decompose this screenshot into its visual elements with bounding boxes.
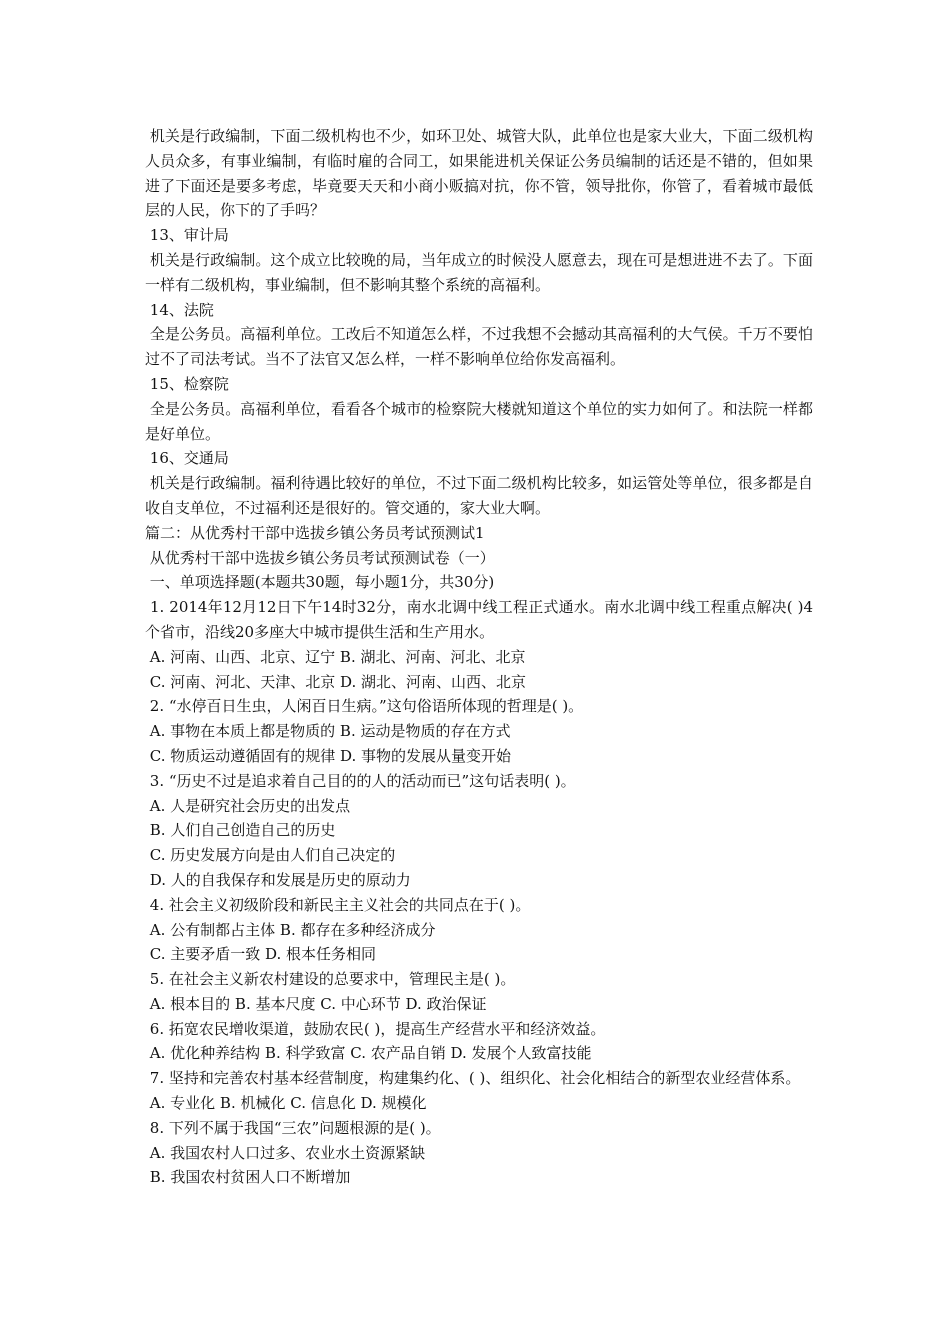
question-1: 1. 2014年12月12日下午14时32分，南水北调中线工程正式通水。南水北调中线工程重点解决( )4个省市，沿线20多座大中城市提供生活和生产用水。 xyxy=(145,598,813,641)
section-heading-single-choice: 一、单项选择题(本题共30题，每小题1分，共30分) xyxy=(145,573,495,592)
question-4-options-ab: A. 公有制都占主体 B. 都存在多种经济成分 xyxy=(145,920,436,939)
paragraph-procuratorate: 全是公务员。高福利单位，看看各个城市的检察院大楼就知道这个单位的实力如何了。和法院一样都是好单位。 xyxy=(145,399,813,443)
question-2: 2. “水停百日生虫，人闲百日生病。”这句俗语所体现的哲理是( )。 xyxy=(145,697,584,716)
question-1-options-cd: C. 河南、河北、天津、北京 D. 湖北、河南、山西、北京 xyxy=(145,672,527,691)
heading-court: 14、法院 xyxy=(145,300,214,319)
question-6-options: A. 优化种养结构 B. 科学致富 C. 农产品自销 D. 发展个人致富技能 xyxy=(145,1044,592,1063)
question-7: 7. 坚持和完善农村基本经营制度，构建集约化、( )、组织化、社会化相结合的新型农业经营体系。 xyxy=(145,1069,801,1088)
question-3-option-b: B. 人们自己创造自己的历史 xyxy=(145,821,336,840)
question-2-options-cd: C. 物质运动遵循固有的规律 D. 事物的发展从量变开始 xyxy=(145,746,512,765)
question-6: 6. 拓宽农民增收渠道，鼓励农民( )，提高生产经营水平和经济效益。 xyxy=(145,1019,606,1038)
question-1-options-ab: A. 河南、山西、北京、辽宁 B. 湖北、河南、河北、北京 xyxy=(145,647,526,666)
question-7-options: A. 专业化 B. 机械化 C. 信息化 D. 规模化 xyxy=(145,1094,427,1113)
question-4: 4. 社会主义初级阶段和新民主主义社会的共同点在于( )。 xyxy=(145,895,531,914)
heading-transport-bureau: 16、交通局 xyxy=(145,449,229,468)
question-3-option-d: D. 人的自我保存和发展是历史的原动力 xyxy=(145,870,411,889)
question-8-option-b: B. 我国农村贫困人口不断增加 xyxy=(145,1168,351,1187)
question-3: 3. “历史不过是追求着自己目的的人的活动而已”这句话表明( )。 xyxy=(145,771,576,790)
question-8: 8. 下列不属于我国“三农”问题根源的是( )。 xyxy=(145,1118,441,1137)
question-5-options: A. 根本目的 B. 基本尺度 C. 中心环节 D. 政治保证 xyxy=(145,994,487,1013)
heading-procuratorate: 15、检察院 xyxy=(145,374,229,393)
paragraph-court: 全是公务员。高福利单位。工改后不知道怎么样，不过我想不会撼动其高福利的大气侯。千万不要怕过不了司法考试。当不了法官又怎么样，一样不影响单位给你发高福利。 xyxy=(145,325,813,369)
paragraph-transport-bureau: 机关是行政编制。福利待遇比较好的单位，不过下面二级机构比较多，如运管处等单位，很多都是自收自支单位，不过福利还是很好的。管交通的，家大业大啊。 xyxy=(145,474,813,517)
heading-audit-bureau: 13、审计局 xyxy=(145,226,229,245)
paragraph-chengguan: 机关是行政编制，下面二级机构也不少，如环卫处、城管大队，此单位也是家大业大，下面二级机构人员众多，有事业编制，有临时雇的合同工，如果能进机关保证公务员编制的话还是不错的，但如果进了下面还是要多考虑，毕竟要天天和小商小贩搞对抗，你不管，领导批你，你管了，看着城市最低层的人民，你下的了手吗？ xyxy=(145,127,813,220)
section-title: 篇二：从优秀村干部中选拔乡镇公务员考试预测试1 xyxy=(145,523,485,542)
document-page xyxy=(145,124,813,1190)
question-4-options-cd: C. 主要矛盾一致 D. 根本任务相同 xyxy=(145,945,377,964)
question-2-options-ab: A. 事物在本质上都是物质的 B. 运动是物质的存在方式 xyxy=(145,722,511,741)
paragraph-audit-bureau: 机关是行政编制。这个成立比较晚的局，当年成立的时候没人愿意去，现在可是想进进不去了。下面一样有二级机构，事业编制，但不影响其整个系统的高福利。 xyxy=(145,250,813,294)
question-8-option-a: A. 我国农村人口过多、农业水土资源紧缺 xyxy=(145,1143,426,1162)
exam-title: 从优秀村干部中选拔乡镇公务员考试预测试卷（一） xyxy=(145,548,495,567)
question-3-option-a: A. 人是研究社会历史的出发点 xyxy=(145,796,351,815)
question-5: 5. 在社会主义新农村建设的总要求中，管理民主是( )。 xyxy=(145,970,516,989)
question-3-option-c: C. 历史发展方向是由人们自己决定的 xyxy=(145,846,396,865)
